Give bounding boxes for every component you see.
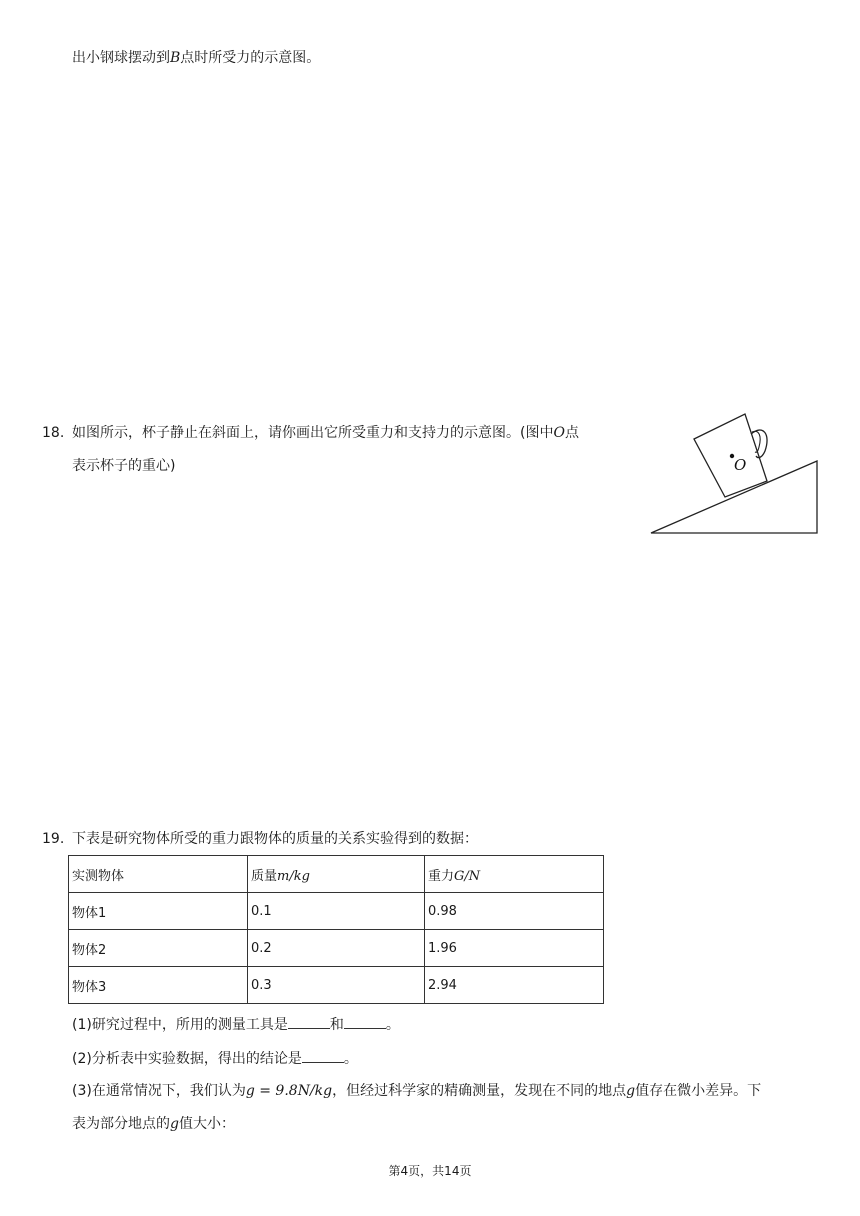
q19-sub1: (1)研究过程中，所用的测量工具是 和 。 [72, 1014, 400, 1035]
q19-sub3-line1: (3)在通常情况下，我们认为g = 9.8N/kg，但经过科学家的精确测量，发现在不同的地点g值存在微小差异。下 [72, 1083, 762, 1099]
table-cell: 0.3 [248, 967, 425, 1004]
table-row [69, 893, 604, 930]
table-row [69, 930, 604, 967]
q19-sub3-line2: 表为部分地点的g值大小： [72, 1116, 235, 1132]
q19-sub3-label: (3) [72, 1083, 92, 1099]
header-object: 实测物体 [69, 856, 248, 893]
header-mass: 质量m/kg [248, 856, 425, 893]
q17-tail-line [72, 48, 320, 68]
table-cell: 0.1 [248, 893, 425, 930]
q19-sub1-label: (1) [72, 1017, 92, 1033]
q18-line2: 表示杯子的重心) [72, 458, 176, 474]
q19-data-table [68, 855, 604, 1004]
answer-blank-2[interactable] [344, 1014, 386, 1029]
table-cell: 2.94 [425, 967, 604, 1004]
table-cell: 物体3 [69, 967, 248, 1004]
page-footer: 第4页，共14页 [388, 1164, 472, 1178]
q19-sub2-label: (2) [72, 1051, 92, 1067]
q19-number: 19. [42, 831, 65, 847]
q17-tail-pre: 出小钢球摆动到 [72, 50, 170, 66]
center-of-gravity-label: O [734, 456, 747, 474]
q18-number: 18. [42, 425, 65, 441]
table-row [69, 967, 604, 1004]
answer-blank-1[interactable] [288, 1014, 330, 1029]
q17-tail-post: 点时所受力的示意图。 [180, 50, 321, 66]
table-cell: 0.2 [248, 930, 425, 967]
q18-line1-pre: 如图所示，杯子静止在斜面上，请你画出它所受重力和支持力的示意图。(图中 [72, 425, 554, 441]
q18-line1 [72, 423, 579, 443]
table-cell: 物体2 [69, 930, 248, 967]
q17-point-b: B [170, 50, 181, 66]
q18-figure-cup-on-slope [645, 410, 825, 540]
q18-point-o: O [553, 425, 565, 441]
table-cell: 1.96 [425, 930, 604, 967]
header-weight: 重力G/N [425, 856, 604, 893]
q19-sub2: (2)分析表中实验数据，得出的结论是 。 [72, 1048, 358, 1069]
q19-formula-g: g = 9.8N/kg [245, 1083, 333, 1099]
q19-intro: 下表是研究物体所受的重力跟物体的质量的关系实验得到的数据： [72, 831, 478, 847]
answer-blank-3[interactable] [302, 1048, 344, 1063]
table-cell: 0.98 [425, 893, 604, 930]
table-cell: 物体1 [69, 893, 248, 930]
q18-line1-post: 点 [564, 425, 579, 441]
table-header-row [69, 856, 604, 893]
